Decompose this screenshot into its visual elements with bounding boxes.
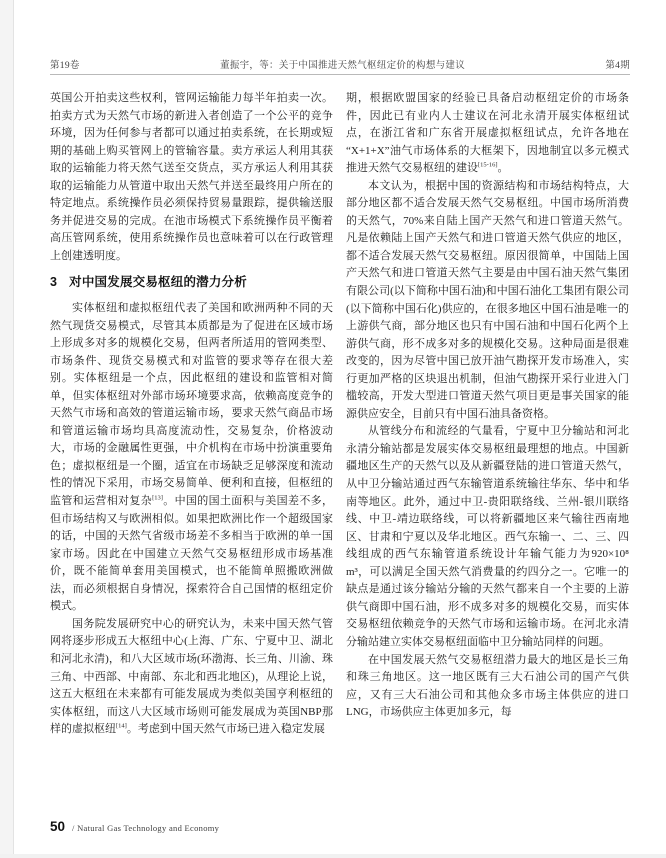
volume-label: 第19卷 <box>50 61 80 71</box>
paragraph <box>50 300 333 616</box>
section-title: 对中国发展交易枢纽的潜力分析 <box>69 275 247 290</box>
citation-ref: [13] <box>152 494 163 502</box>
two-column-text <box>50 90 630 806</box>
paragraph-text: 实体枢纽和虚拟枢纽代表了美国和欧洲两种不同的天然气现货交易模式，尽管其本质都是为了促进在区域市场上形成多对多的规模化交易，但两者所适用的管网类型、市场条件、现货交易模式和对监管的要求等存在很大差别。实体枢纽是一个点，因此枢纽的建设和监管相对简单，但实体枢纽对外部市场环境要求高，依赖高度竞争的天然气市场和高效的管道运输市场，要求天然气商品市场和管道运输市场均具高度流动性，交易复杂，价格波动大，市场的金融属性更强，中介机构在市场中扮演重要角色；虚拟枢纽是一个圈，适宜在市场缺乏足够深度和流动性的情况下采用，市场交易简单、便利和直接，但枢纽的监管和运营相对复杂 <box>50 302 333 508</box>
paragraph: 从管线分布和流经的气量看，宁夏中卫分输站和河北永清分输站都是发展实体交易枢纽最理想的地点。中国新疆地区生产的天然气以及从新疆登陆的进口管道天然气，从中卫分输站通过西气东输管道系统输往华东、华中和华南等地区。此外，通过中卫-贵阳联络线、兰州-银川联络线、中卫-靖边联络线，可以将新疆地区来气输往西南地区、甘肃和宁夏以及华北地区。西气东输一、二、三、四线组成的西气东输管道系统设计年输气能力为920×10⁸ m³，可以满足全国天然气消费量的约四分之一。它唯一的缺点是通过该分输站分输的天然气都来自一个主要的上游供气商即中国石油，形不成多对多的规模化交易，而实体交易枢纽依赖竞争的天然气市场和运输市场。在河北永清分输站建立实体交易枢纽面临中卫分输站同样的问题。 <box>346 425 629 648</box>
paragraph-text: 。 <box>497 162 509 175</box>
scan-edge-bottom <box>0 854 666 858</box>
page-number: 50 <box>50 819 66 834</box>
paragraph-text: 。考虑到中国天然气市场已进入稳定发展 <box>126 723 325 736</box>
page-body <box>14 0 666 858</box>
paragraph-text: 。中国的国土面积与美国差不多，但市场结构又与欧洲相似。如果把欧洲比作一个超级国家的话，中国的天然气省级市场差不多相当于欧洲的单一国家市场。因此在中国建立天然气交易枢纽形成市场基准价，既不能简单套用美国模式，也不能简单照搬欧洲做法，而必须根据自身情况，探索符合自己国情的枢纽定价模式。 <box>50 495 333 613</box>
scan-edge <box>0 0 14 858</box>
section-heading <box>50 274 333 292</box>
paragraph <box>346 90 629 178</box>
issue-label: 第4期 <box>605 61 630 71</box>
paragraph: 英国公开拍卖这些权利，管网运输能力每半年拍卖一次。拍卖方式为天然气市场的新进入者创造了一个公平的竞争环境，因为任何参与者都可以通过拍卖系统，在长期或短期的基础上购买管网上的管输容量。卖方承运人利用其获取的运输能力将天然气送至交货点，买方承运人利用其获取的运输能力从管道中取出天然气并送至最终用户所在的特定地点。系统操作员必须保持贸易量跟踪，提供输送服务并促进交易的完成。在池市场模式下系统操作员平衡着高压管网系统，使用系统操作员也意味着可以在行政管理上创建透明度。 <box>50 92 333 262</box>
journal-name: / Natural Gas Technology and Economy <box>72 823 220 833</box>
section-number: 3 <box>50 275 58 290</box>
running-title: 董振宇，等：关于中国推进天然气枢纽定价的构想与建议 <box>220 61 466 71</box>
running-head <box>50 57 630 71</box>
citation-ref: [14] <box>116 722 127 730</box>
header-rule <box>50 74 630 75</box>
paragraph: 本文认为，根据中国的资源结构和市场结构特点，大部分地区都不适合发展天然气交易枢纽。中国市场所消费的天然气，70%来自陆上国产天然气和进口管道天然气。凡是依赖陆上国产天然气和进口管道天然气供应的地区，都不适合发展天然气交易枢纽。原因很简单，中国陆上国产天然气和进口管道天然气主要是由中国石油天然气集团有限公司(以下简称中国石油)和中国石油化工集团有限公司(以下简称中国石化)供应的，在很多地区中国石油是唯一的上游供气商，部分地区也只有中国石油和中国石化两个上游供气商，形不成多对多的规模化交易。这种局面是很难改变的，因为尽管中国已放开油气勘探开发市场准入，实行更加严格的区块退出机制，但油气勘探开采行业进入门槛较高，开发大型进口管道天然气项目更是事关国家的能源供应安全，目前只有中国石油具备资格。 <box>346 179 629 420</box>
page-footer <box>50 819 219 834</box>
paragraph-text: 国务院发展研究中心的研究认为，未来中国天然气管网将逐步形成五大枢纽中心(上海、广东、宁夏中卫、湖北和河北永清)，和八大区域市场(环渤海、长三角、川渝、珠三角、中西部、中南部、东北和西北地区)，从理论上说，这五大枢纽在未来都有可能发展成为类似美国亨利枢纽的实体枢纽，而这八大区域市场则可能发展成为英国NBP那样的虚拟枢纽 <box>50 617 333 736</box>
right-column <box>346 90 629 806</box>
paragraph <box>50 616 333 739</box>
paragraph: 在中国发展天然气交易枢纽潜力最大的地区是长三角和珠三角地区。这一地区既有三大石油公司的国产气供应，又有三大石油公司和其他众多市场主体供应的进口LNG，市场供应主体更加多元，每 <box>346 653 629 719</box>
left-column <box>50 90 333 806</box>
paragraph-text: 期，根据欧盟国家的经验已具备启动枢纽定价的市场条件，因此已有业内人士建议在河北永清开展实体枢纽试点，在浙江省和广东省开展虚拟枢纽试点，允许各地在“X+1+X”油气市场体系的大框架下，因地制宜以多元模式推进天然气交易枢纽的建设 <box>346 92 629 175</box>
citation-ref: [15-16] <box>478 161 498 169</box>
